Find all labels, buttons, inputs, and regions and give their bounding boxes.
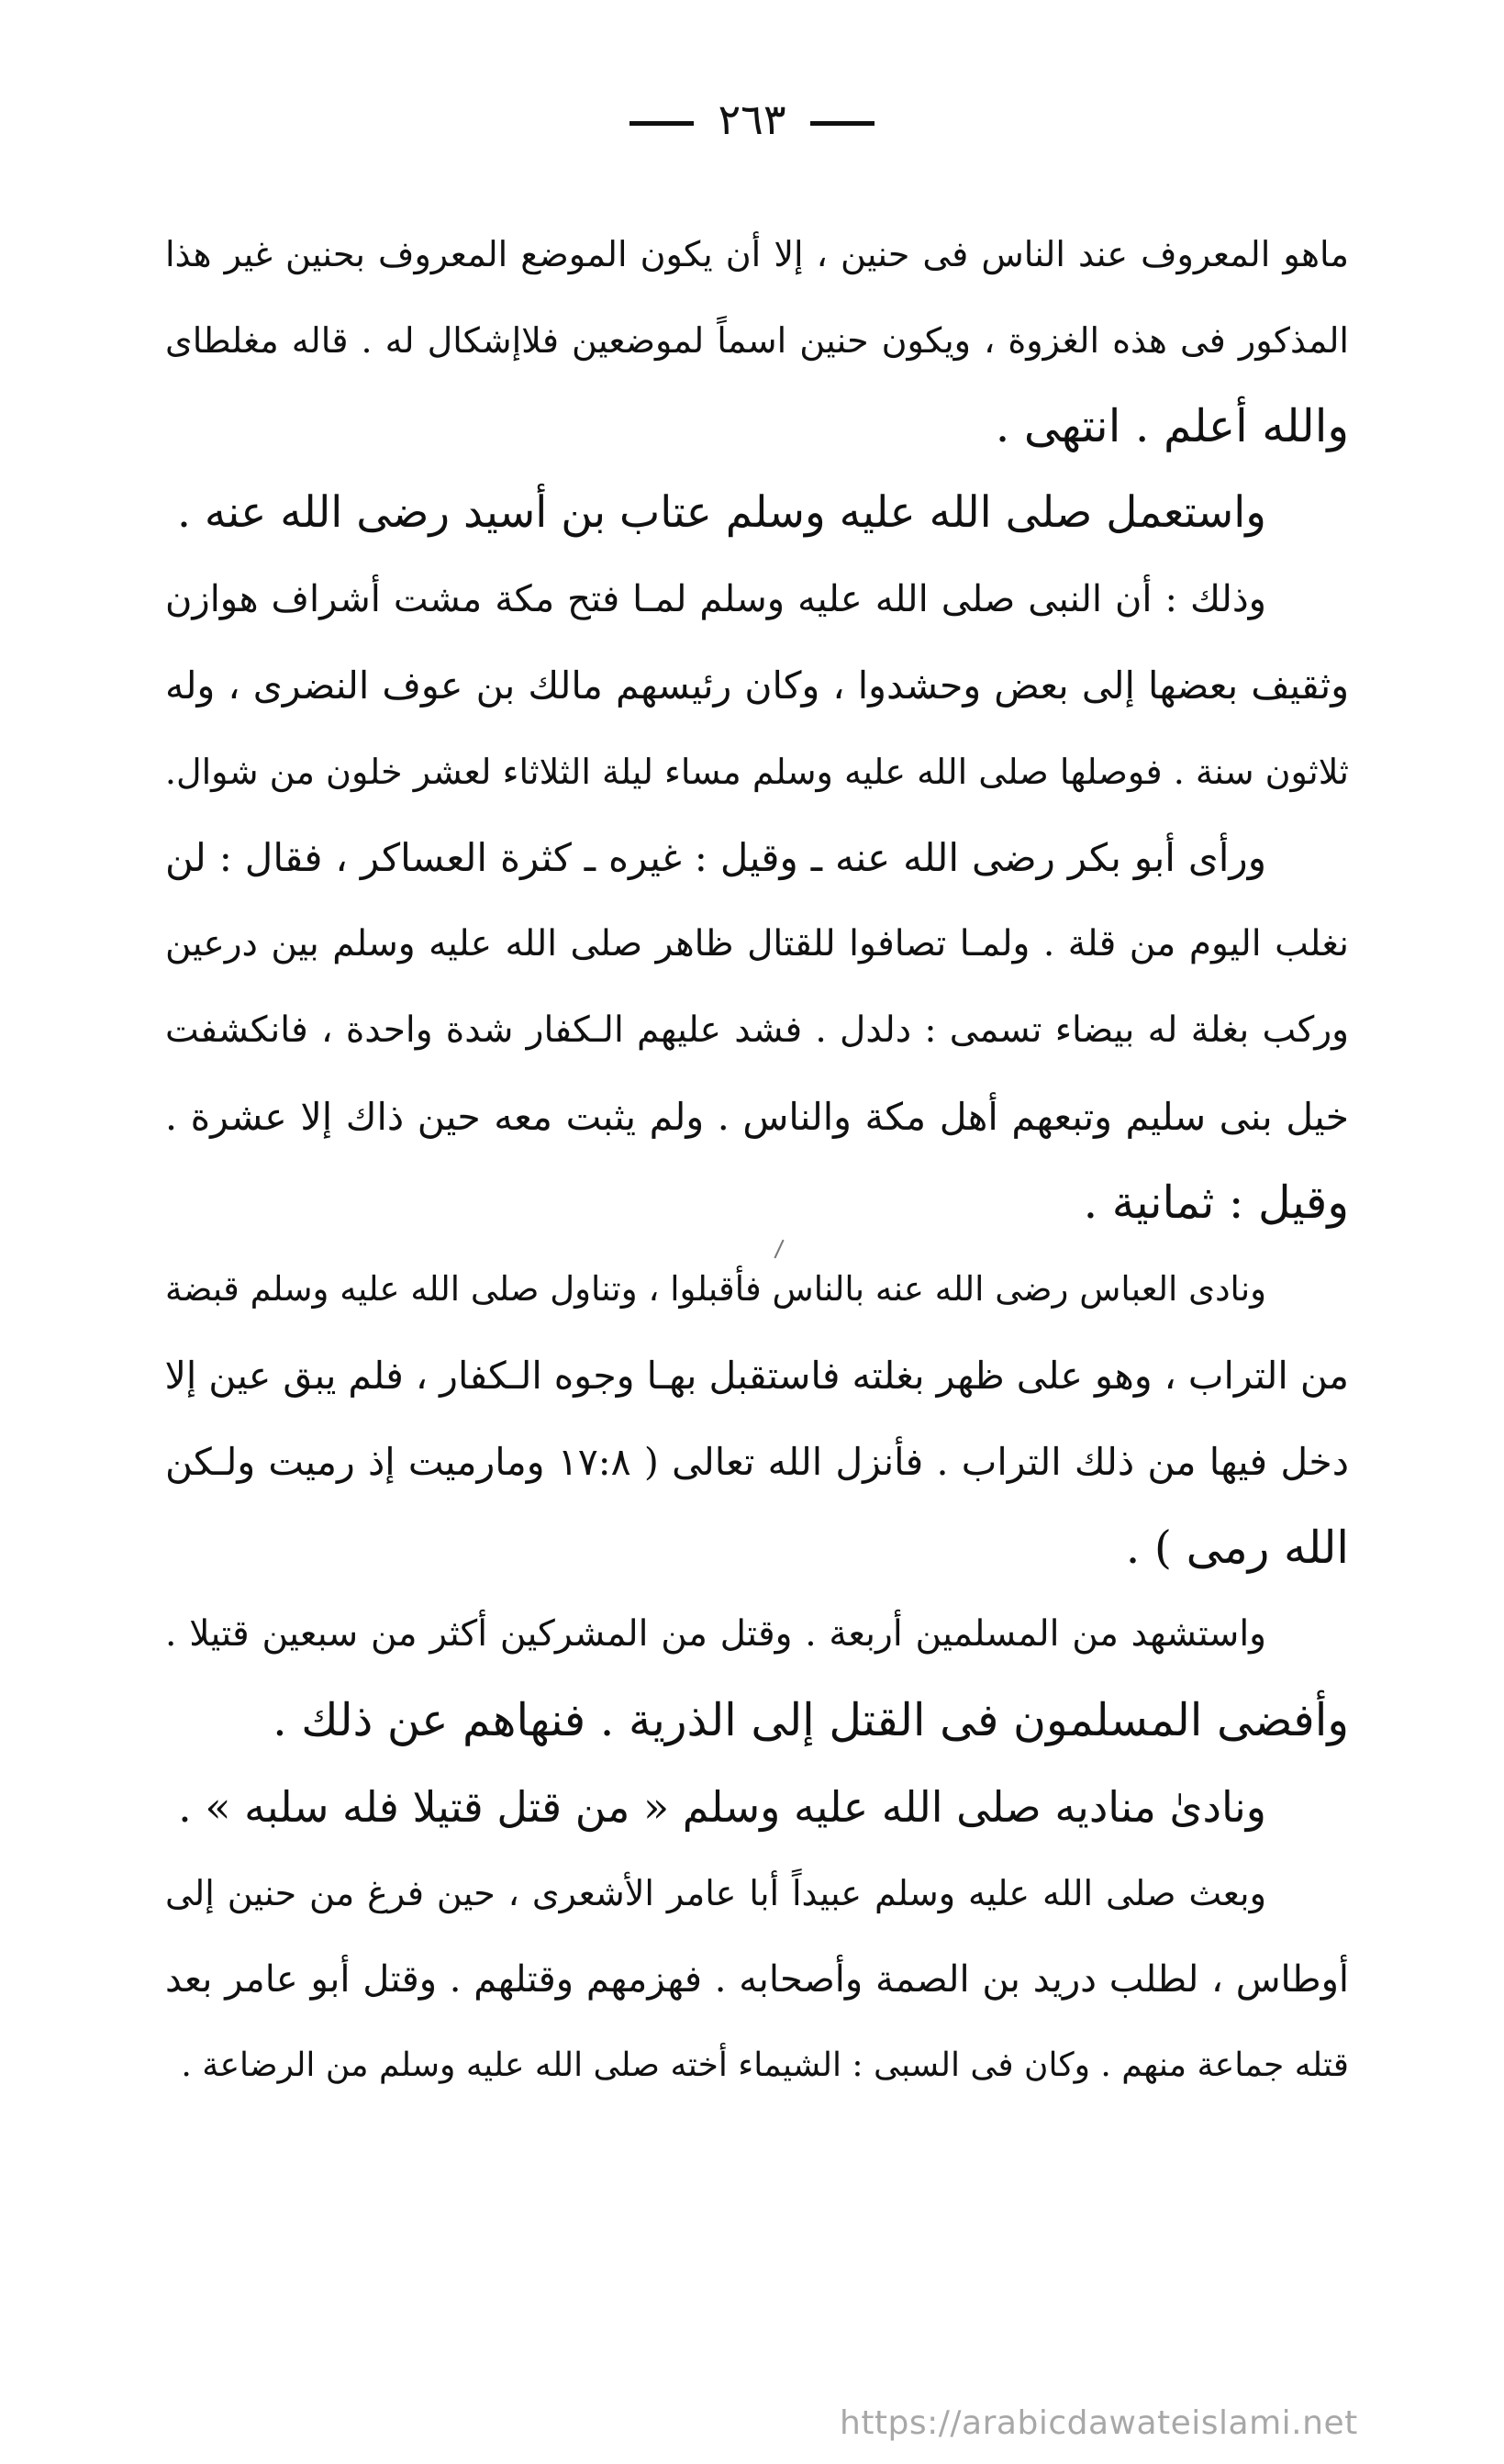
text-line: وذلك : أن النبى صلى الله عليه وسلم لمـا فتح مكة مشت أشراف هوازن — [165, 578, 1266, 620]
text-line: نغلب اليوم من قلة . ولمـا تصافوا للقتال ظاهر صلى الله عليه وسلم بين درعين — [165, 923, 1349, 964]
text-line: ورأى أبو بكر رضى الله عنه ـ وقيل : غيره ـ كثرة العساكر ، فقال : لن — [165, 835, 1266, 880]
dash-left — [629, 121, 694, 126]
dash-right — [810, 121, 875, 126]
watermark-url: https://arabicdawateislami.net — [840, 2404, 1358, 2442]
text-line: ماهو المعروف عند الناس فى حنين ، إلا أن يكون الموضع المعروف بحنين غير هذا — [165, 234, 1349, 274]
text-line: وقيل : ثمانية . — [1083, 1176, 1349, 1229]
text-line: الله رمى ) . — [1125, 1522, 1349, 1574]
page-number — [0, 92, 1504, 147]
text-line: وركب بغلة له بيضاء تسمى : دلدل . فشد عليهم الـكفار شدة واحدة ، فانكشفت — [165, 1009, 1349, 1051]
body-text — [165, 211, 1349, 2109]
text-line: خيل بنى سليم وتبعهم أهل مكة والناس . ولم يثبت معه حين ذاك إلا عشرة . — [165, 1095, 1349, 1139]
text-line: أوطاس ، لطلب دريد بن الصمة وأصحابه . فهزمهم وقتلهم . وقتل أبو عامر بعد — [165, 1958, 1349, 2001]
text-line: ثلاثون سنة . فوصلها صلى الله عليه وسلم مساء ليلة الثلاثاء لعشر خلون من شوال. — [165, 752, 1349, 792]
text-line: ونادى العباس رضى الله عنه بالناس فأقبلوا ، وتناول صلى الله عليه وسلم قبضة — [165, 1269, 1266, 1309]
text-line: واستشهد من المسلمين أربعة . وقتل من المشركين أكثر من سبعين قتيلا . — [165, 1613, 1266, 1655]
text-line: والله أعلم . انتهى . — [995, 400, 1349, 452]
text-line: قتله جماعة منهم . وكان فى السبى : الشيماء أخته صلى الله عليه وسلم من الرضاعة . — [181, 2046, 1349, 2084]
text-line: وبعث صلى الله عليه وسلم عبيداً أبا عامر الأشعرى ، حين فرغ من حنين إلى — [165, 1873, 1266, 1913]
text-line: وأفضى المسلمون فى القتل إلى الذرية . فنهاهم عن ذلك . — [273, 1694, 1349, 1746]
text-line: من التراب ، وهو على ظهر بغلته فاستقبل بهـا وجوه الـكفار ، فلم يبق عين إلا — [165, 1354, 1349, 1398]
text-line: المذكور فى هذه الغزوة ، ويكون حنين اسماً لموضعين فلاإشكال له . قاله مغلطاى — [165, 320, 1349, 361]
text-line: وثقيف بعضها إلى بعض وحشدوا ، وكان رئيسهم مالك بن عوف النضرى ، وله — [165, 663, 1349, 708]
text-line: ونادىٰ مناديه صلى الله عليه وسلم « من قتل قتيلا فله سلبه » . — [178, 1782, 1266, 1832]
page-number-text: ٢٦٣ — [718, 95, 786, 144]
text-line: واستعمل صلى الله عليه وسلم عتاب بن أسيد رضى الله عنه . — [176, 487, 1266, 538]
text-line: دخل فيها من ذلك التراب . فأنزل الله تعالى ( ١٧:٨ ومارميت إذ رميت ولـكن — [165, 1440, 1349, 1484]
